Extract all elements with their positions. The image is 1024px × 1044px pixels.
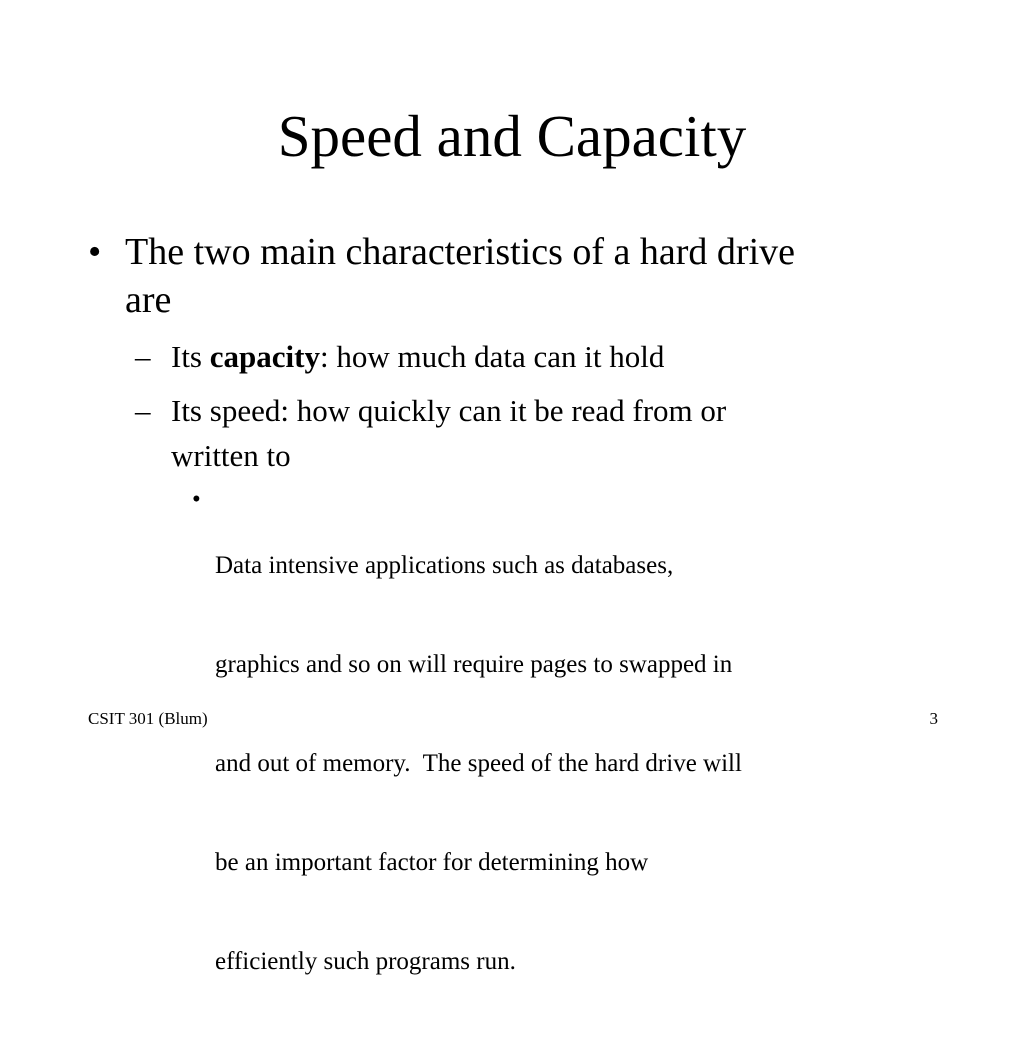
- detail-line: be an important factor for determining how: [215, 849, 649, 876]
- sub-bullet-capacity-bold: capacity: [209, 339, 320, 374]
- sub-bullet-speed-line-2: written to: [171, 438, 291, 473]
- slide-title: Speed and Capacity: [277, 103, 747, 169]
- footer-course: CSIT 301 (Blum): [88, 709, 208, 728]
- sub-bullet-capacity-prefix: Its: [171, 339, 210, 374]
- detail-bullet-text: [215, 483, 945, 1044]
- sub-bullet-capacity: [171, 334, 911, 379]
- sub-bullet-speed: [171, 388, 911, 478]
- footer-page-number: 3: [929, 709, 938, 728]
- detail-line: efficiently such programs run.: [215, 948, 516, 975]
- detail-line: and out of memory. The speed of the hard drive will: [215, 750, 742, 777]
- sub-bullet-capacity-suffix: : how much data can it hold: [319, 339, 665, 374]
- main-bullet-line-1: The two main characteristics of a hard drive: [125, 231, 795, 273]
- main-bullet-line-2: are: [125, 279, 172, 321]
- main-bullet-text: [125, 228, 945, 324]
- detail-line: Data intensive applications such as databases,: [215, 552, 674, 579]
- dash-icon: –: [135, 393, 151, 428]
- dash-icon: –: [135, 339, 151, 374]
- sub-bullet-speed-line-1: Its speed: how quickly can it be read from or: [171, 393, 727, 428]
- bullet-icon: •: [192, 486, 201, 513]
- detail-line: graphics and so on will require pages to swapped in: [215, 651, 733, 678]
- bullet-icon: •: [88, 231, 102, 273]
